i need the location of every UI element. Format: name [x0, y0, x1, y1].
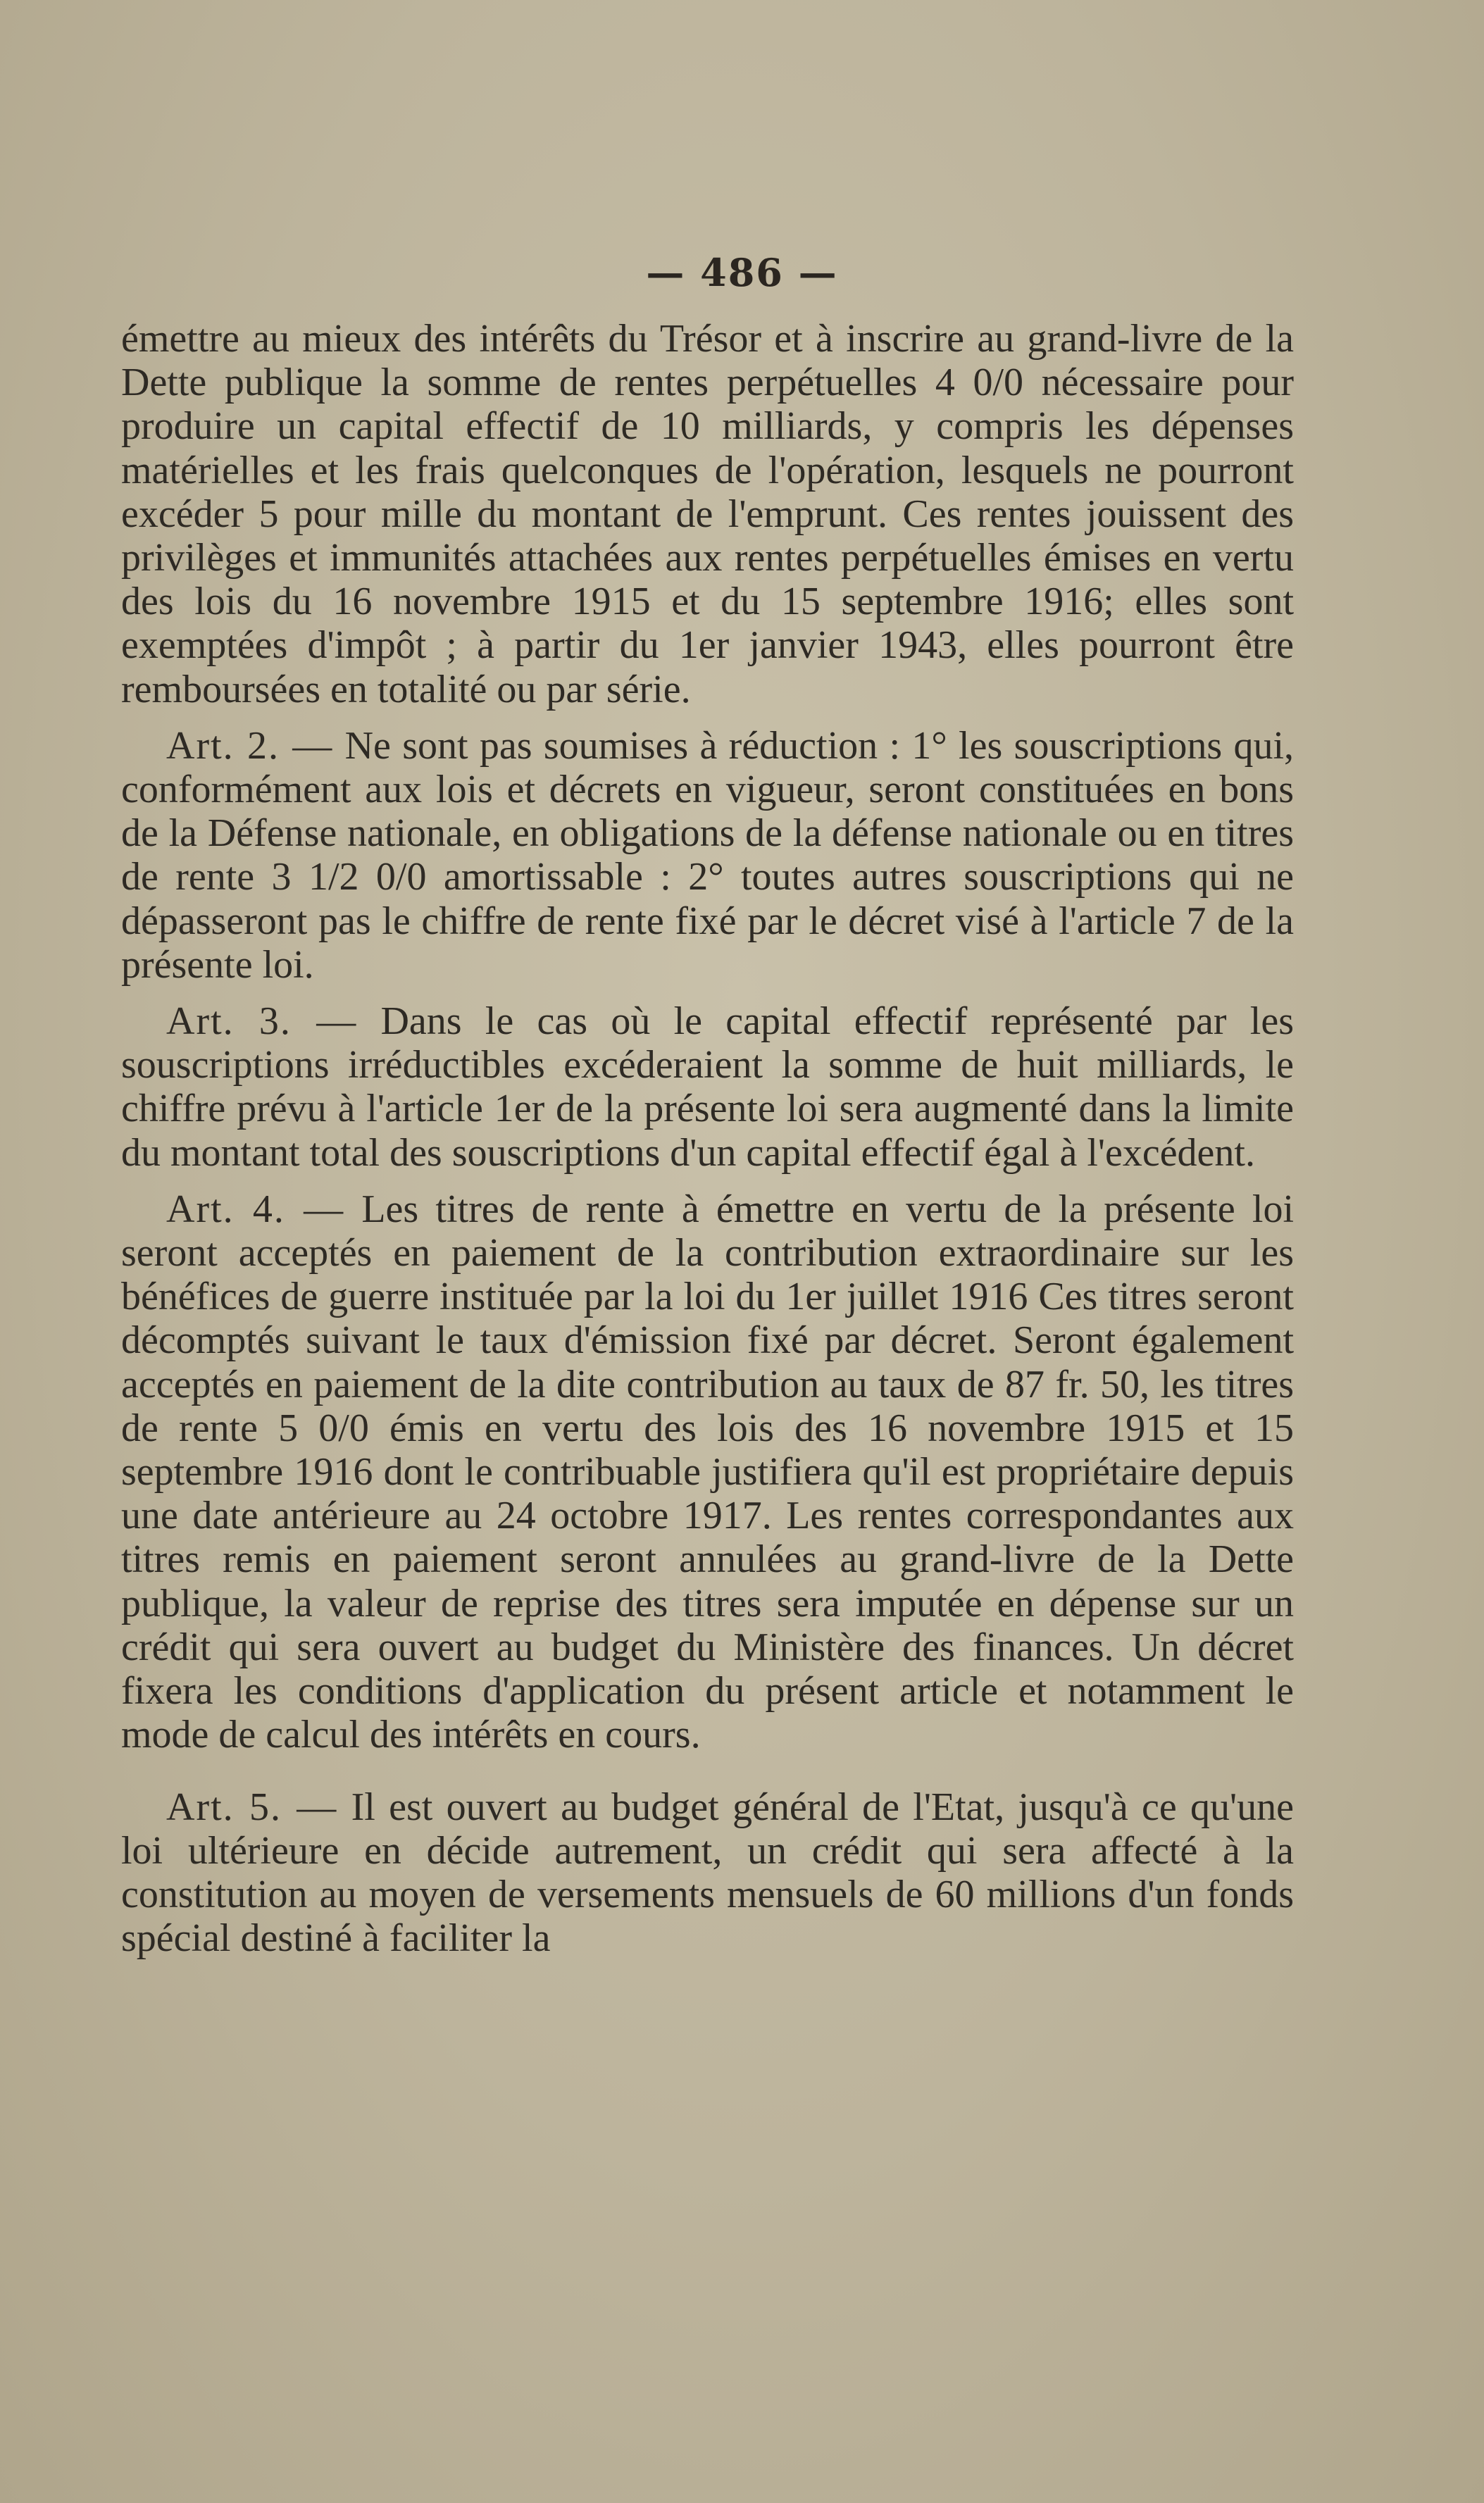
article-text: Ne sont pas soumises à réduction : 1° les souscriptions qui, conformément aux lois et décrets en vigueur, seront constituées en bons de la Défense nationale, en obligations de la défense nationale ou en titres de rente 3 1/2 0/0 amortissable : 2° toutes autres souscriptions qui ne dépasseront pas le chiffre de rente fixé par le décret visé à l'article 7 de la présente loi.: [121, 723, 1295, 987]
article-text: Les titres de rente à émettre en vertu de la présente loi seront acceptés en paiement de la contribution extraordinaire sur les bénéfices de guerre instituée par la loi du 1er juillet 1916 Ces titres seront décomptés suivant le taux d'émission fixé par décret. Seront également acceptés en paiement de la dite contribution au taux de 87 fr. 50, les titres de rente 5 0/0 émis en vertu des lois des 16 novembre 1915 et 15 septembre 1916 dont le contribuable justifiera qu'il est propriétaire depuis une date antérieure au 24 octobre 1917. Les rentes correspondantes aux titres remis en paiement seront annulées au grand-livre de la Dette publique, la valeur de reprise des titres sera imputée en dépense sur un crédit qui sera ouvert au budget du Ministère des finances. Un décret fixera les conditions d'application du présent article et notamment le mode de calcul des intérêts en cours.: [121, 1187, 1295, 1757]
page-number: — 486 —: [646, 250, 838, 295]
article-label: Art. 2. —: [166, 723, 334, 768]
article-text: Il est ouvert au budget général de l'Etat, jusqu'à ce qu'une loi ultérieure en décide autrement, un crédit qui sera affecté à la constitution au moyen de versements mensuels de 60 millions d'un fonds spécial destiné à faciliter la: [121, 1785, 1295, 1961]
article-3: [121, 999, 1294, 1175]
article-text: Dans le cas où le capital effectif représenté par les souscriptions irréductibles excéderaient la somme de huit milliards, le chiffre prévu à l'article 1er de la présente loi sera augmenté dans la limite du montant total des souscriptions d'un capital effectif égal à l'excédent.: [121, 999, 1295, 1175]
article-label: Art. 4. —: [166, 1187, 345, 1231]
paragraph-continuation: [121, 317, 1294, 711]
paragraph-text: émettre au mieux des intérêts du Trésor et à inscrire au grand-livre de la Dette publique la somme de rentes perpétuelles 4 0/0 nécessaire pour produire un capital effectif de 10 milliards, y compris les dépenses matérielles et les frais quelconques de l'opération, lesquels ne pourront excéder 5 pour mille du montant de l'emprunt. Ces rentes jouissent des privilèges et immunités attachées aux rentes perpétuelles émises en vertu des lois du 16 novembre 1915 et du 15 septembre 1916; elles sont exemptées d'impôt ; à partir du 1er janvier 1943, elles pourront être remboursées en totalité ou par série.: [121, 317, 1294, 711]
article-label: Art. 5. —: [166, 1785, 338, 1829]
article-4: [121, 1187, 1294, 1757]
article-5: [121, 1785, 1294, 1961]
article-2: [121, 724, 1294, 987]
article-label: Art. 3. —: [166, 999, 358, 1044]
body-text: [121, 317, 1294, 1960]
